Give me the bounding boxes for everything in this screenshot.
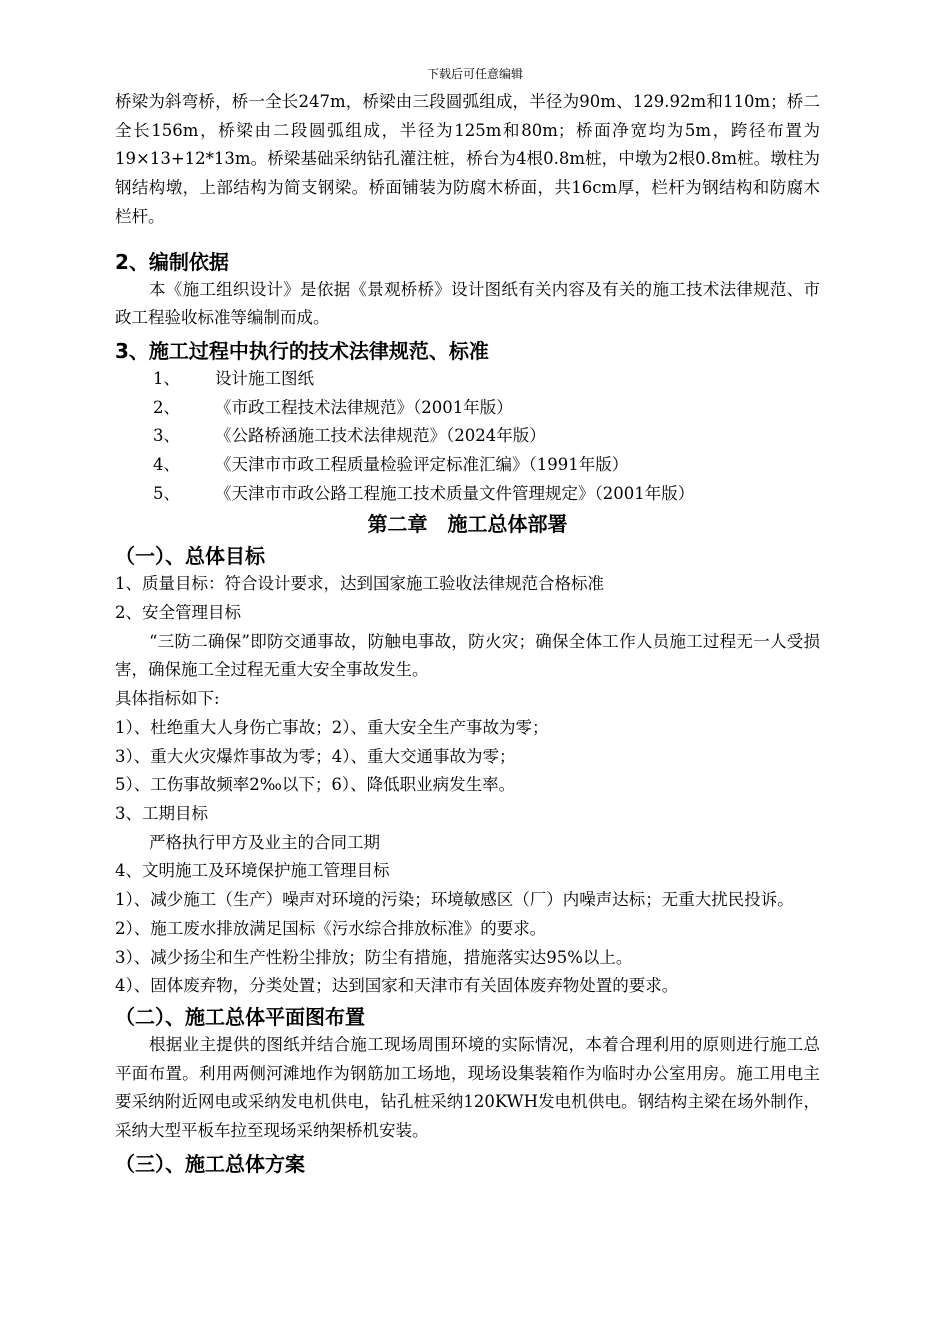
safety-goal-body: “三防二确保”即防交通事故，防触电事故，防火灾；确保全体工作人员施工过程无一人受损害，确保施工全过程无重大安全事故发生。 [115,631,820,680]
list-item-text: 《公路桥涵施工技术法律规范》（2024年版） [215,426,546,446]
environment-item: 1）、减少施工（生产）噪声对环境的污染；环境敏感区（厂）内噪声达标；无重大扰民投诉。 [115,890,794,910]
environment-goal-title: 4、文明施工及环境保护施工管理目标 [115,861,390,881]
section-2-title: 2、编制依据 [115,249,229,274]
list-item-text: 设计施工图纸 [215,368,314,388]
safety-goal-title: 2、安全管理目标 [115,603,241,623]
list-item [115,365,820,394]
quality-goal: 1、质量目标：符合设计要求，达到国家施工验收法律规范合格标准 [115,574,604,594]
indicator-line: 1）、杜绝重大人身伤亡事故；2）、重大安全生产事故为零； [115,717,549,737]
list-item-text: 《市政工程技术法律规范》（2001年版） [215,397,513,417]
indicator-line: 5）、工伤事故频率2‰以下；6）、降低职业病发生率。 [115,775,516,795]
list-item-text: 《天津市市政工程质量检验评定标准汇编》（1991年版） [215,454,629,474]
part-2-title: （二）、施工总体平面图布置 [115,1004,365,1029]
indicator-line: 3）、重大火灾爆炸事故为零；4）、重大交通事故为零； [115,746,516,766]
section-2-body: 本《施工组织设计》是依据《景观桥桥》设计图纸有关内容及有关的施工技术法律规范、市政工程验收标准等编制而成。 [115,279,820,328]
list-item-number: 1、 [153,368,180,388]
schedule-goal-body: 严格执行甲方及业主的合同工期 [149,832,380,852]
list-item [115,394,820,423]
page-header: 下载后可任意编辑 [426,67,523,81]
list-item [115,480,820,509]
chapter-2-title: 第二章 施工总体部署 [367,512,568,537]
document-content [115,88,820,1178]
list-item-number: 4、 [153,454,180,474]
part-3-title: （三）、施工总体方案 [115,1151,305,1176]
schedule-goal-title: 3、工期目标 [115,803,208,823]
list-item-number: 5、 [153,483,180,503]
environment-item: 3）、减少扬尘和生产性粉尘排放；防尘有措施，措施落实达95%以上。 [115,947,633,967]
list-item [115,451,820,480]
part-2-body: 根据业主提供的图纸并结合施工现场周围环境的实际情况，本着合理利用的原则进行施工总平面布置。利用两侧河滩地作为钢筋加工场地，现场设集装箱作为临时办公室用房。施工用电主要采纳附近网电或采纳发电机供电，钻孔桩采纳120KWH发电机供电。钢结构主梁在场外制作，采纳大型平板车拉至现场采纳架桥机安装。 [115,1034,820,1141]
section-3-title: 3、施工过程中执行的技术法律规范、标准 [115,338,489,363]
environment-item: 4）、固体废弃物，分类处置；达到国家和天津市有关固体废弃物处置的要求。 [115,976,679,996]
standards-list [115,365,820,508]
part-1-title: （一）、总体目标 [115,544,265,569]
list-item-number: 3、 [153,426,180,446]
intro-paragraph: 桥梁为斜弯桥，桥一全长247m，桥梁由三段圆弧组成，半径为90m、129.92m和110m；桥二全长156m，桥梁由二段圆弧组成，半径为125m和80m；桥面净宽均为5m，跨径布置为19×13+12*13m。桥梁基础采纳钻孔灌注桩，桥台为4根0.8m桩，中墩为2根0.8m桩。墩柱为钢结构墩，上部结构为简支钢梁。桥面铺装为防腐木桥面，共16cm厚，栏杆为钢结构和防腐木栏杆。 [115,92,820,226]
indicators-title: 具体指标如下: [115,689,220,709]
spacer [115,232,820,248]
list-item [115,422,820,451]
list-item-number: 2、 [153,397,180,417]
list-item-text: 《天津市市政公路工程施工技术质量文件管理规定》（2001年版） [215,483,695,503]
environment-item: 2）、施工废水排放满足国标《污水综合排放标准》的要求。 [115,918,547,938]
